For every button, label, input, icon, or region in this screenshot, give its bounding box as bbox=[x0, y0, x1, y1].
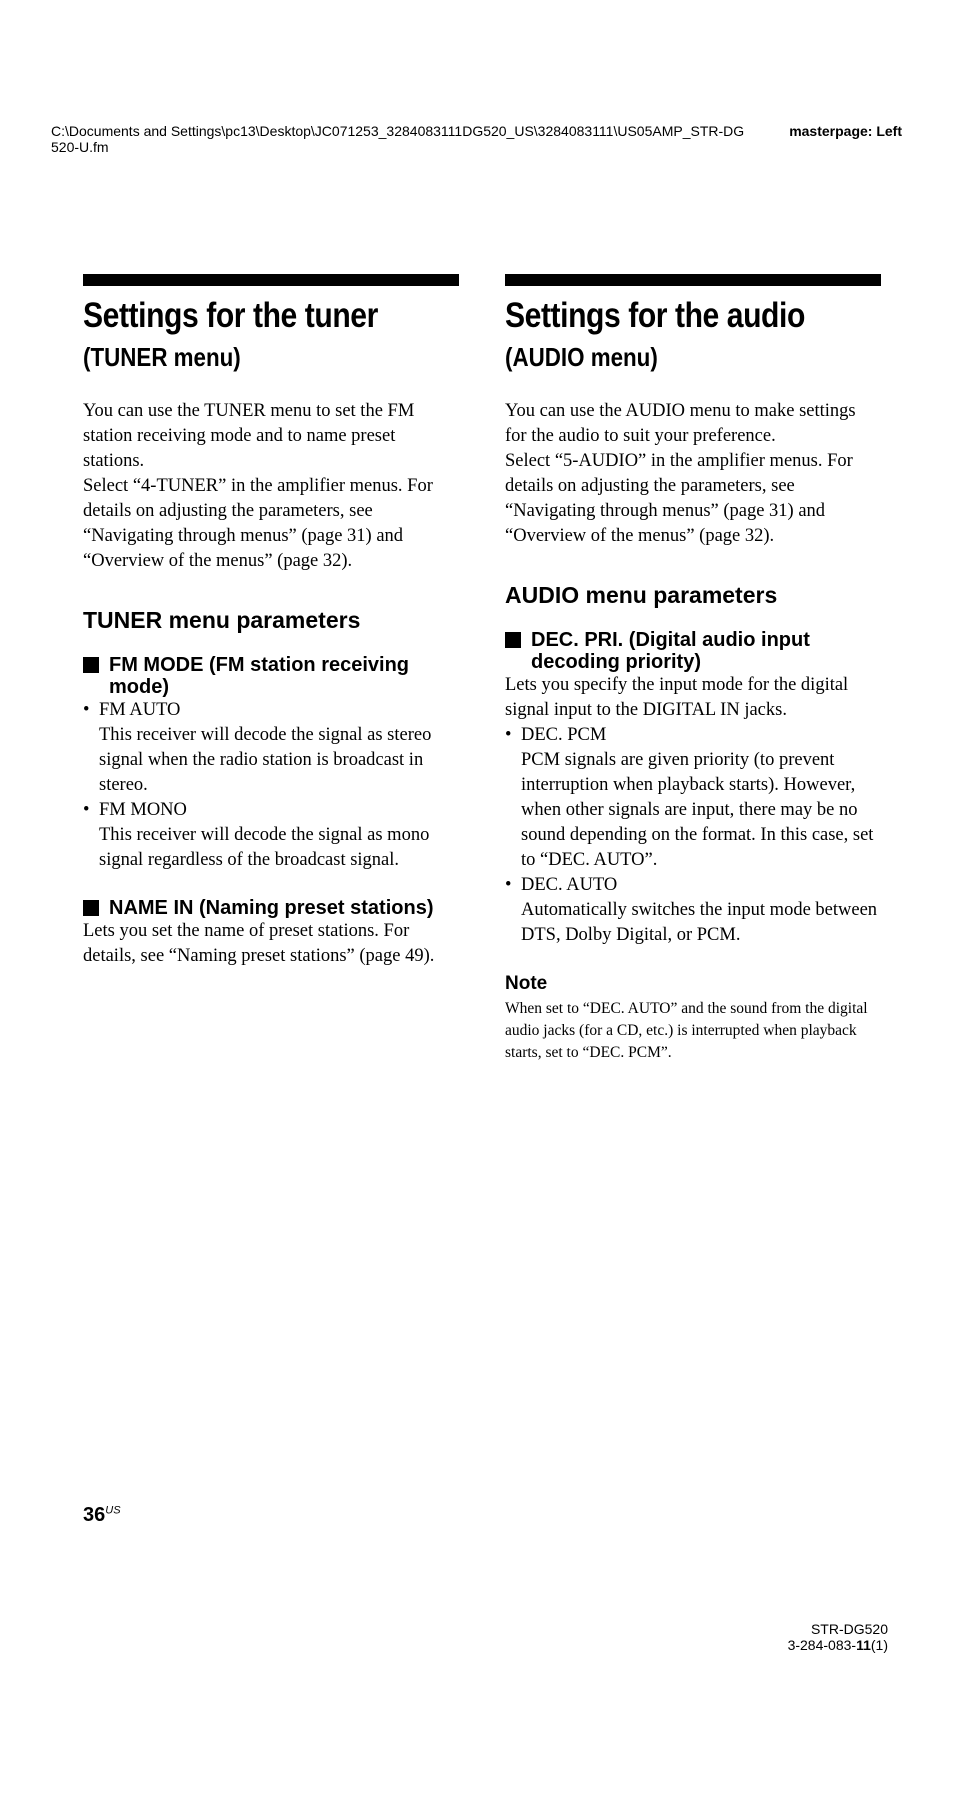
file-path-header: C:\Documents and Settings\pc13\Desktop\JC071253_3284083111DG520_US\3284083111\US05AMP_STR-DG520-U.fm bbox=[51, 123, 745, 155]
square-bullet-icon bbox=[83, 900, 99, 916]
dec-pri-body: Lets you specify the input mode for the digital signal input to the DIGITAL IN jacks. bbox=[505, 675, 849, 720]
page-region-suffix: US bbox=[105, 1504, 121, 1517]
dec-pcm-item: • DEC. PCM bbox=[505, 723, 881, 748]
page-title-audio: Settings for the audio bbox=[505, 296, 805, 335]
bullet-icon: • bbox=[505, 875, 512, 895]
part-code: 3-284-083-11(1) bbox=[787, 1637, 888, 1653]
dec-pri-heading: DEC. PRI. (Digital audio input decoding priority) bbox=[505, 629, 881, 673]
tuner-instructions: Select “4-TUNER” in the amplifier menus. For details on adjusting the parameters, see “Navigating through menus” (page 31) and “Overview of the menus” (page 32). bbox=[83, 476, 433, 571]
bullet-icon: • bbox=[83, 800, 90, 820]
page-number: $36^{US}$ bbox=[83, 1504, 121, 1526]
name-in-heading: NAME IN (Naming preset stations) bbox=[83, 897, 459, 919]
page-title-tuner: Settings for the tuner bbox=[83, 296, 378, 335]
name-in-body: Lets you set the name of preset stations. For details, see “Naming preset stations” (page 49). bbox=[83, 921, 435, 966]
masterpage-label: masterpage: Left bbox=[789, 123, 902, 139]
tuner-intro: You can use the TUNER menu to set the FM station receiving mode and to name preset stations. bbox=[83, 401, 415, 471]
note-heading: Note bbox=[505, 973, 548, 994]
title-rule bbox=[83, 274, 459, 286]
dec-pcm-desc: PCM signals are given priority (to prevent interruption when playback starts). However, when other signals are input, there may be no sound depending on the format. In this case, set to “DEC. AUTO”. bbox=[521, 750, 874, 870]
note-text: When set to “DEC. AUTO” and the sound from the digital audio jacks (for a CD, etc.) is interrupted when playback starts, set to “DEC. PCM”. bbox=[505, 1000, 868, 1061]
audio-intro: You can use the AUDIO menu to make settings for the audio to suit your preference. bbox=[505, 401, 856, 446]
audio-instructions: Select “5-AUDIO” in the amplifier menus. For details on adjusting the parameters, see “Navigating through menus” (page 31) and “Overview of the menus” (page 32). bbox=[505, 451, 853, 546]
fm-auto-item: • FM AUTO bbox=[83, 698, 459, 723]
subtitle-audio: (AUDIO menu) bbox=[505, 342, 658, 372]
tuner-section-heading: TUNER menu parameters bbox=[83, 607, 361, 633]
fm-mono-item: • FM MONO bbox=[83, 798, 459, 823]
subtitle-tuner: (TUNER menu) bbox=[83, 342, 241, 372]
bullet-icon: • bbox=[505, 725, 512, 745]
square-bullet-icon bbox=[505, 632, 521, 648]
title-rule bbox=[505, 274, 881, 286]
tuner-column bbox=[83, 274, 459, 969]
model-name: STR-DG520 bbox=[810, 1621, 888, 1637]
fm-mode-heading: FM MODE (FM station receiving mode) bbox=[83, 654, 459, 698]
bullet-icon: • bbox=[83, 700, 90, 720]
fm-mono-desc: This receiver will decode the signal as mono signal regardless of the broadcast signal. bbox=[99, 825, 430, 870]
dec-auto-desc: Automatically switches the input mode between DTS, Dolby Digital, or PCM. bbox=[521, 900, 878, 945]
fm-auto-desc: This receiver will decode the signal as stereo signal when the radio station is broadcast in stereo. bbox=[99, 725, 432, 795]
dec-auto-item: • DEC. AUTO bbox=[505, 873, 881, 898]
audio-section-heading: AUDIO menu parameters bbox=[505, 582, 778, 608]
audio-column bbox=[505, 274, 881, 1064]
square-bullet-icon bbox=[83, 657, 99, 673]
footer-model-code bbox=[788, 1621, 888, 1653]
